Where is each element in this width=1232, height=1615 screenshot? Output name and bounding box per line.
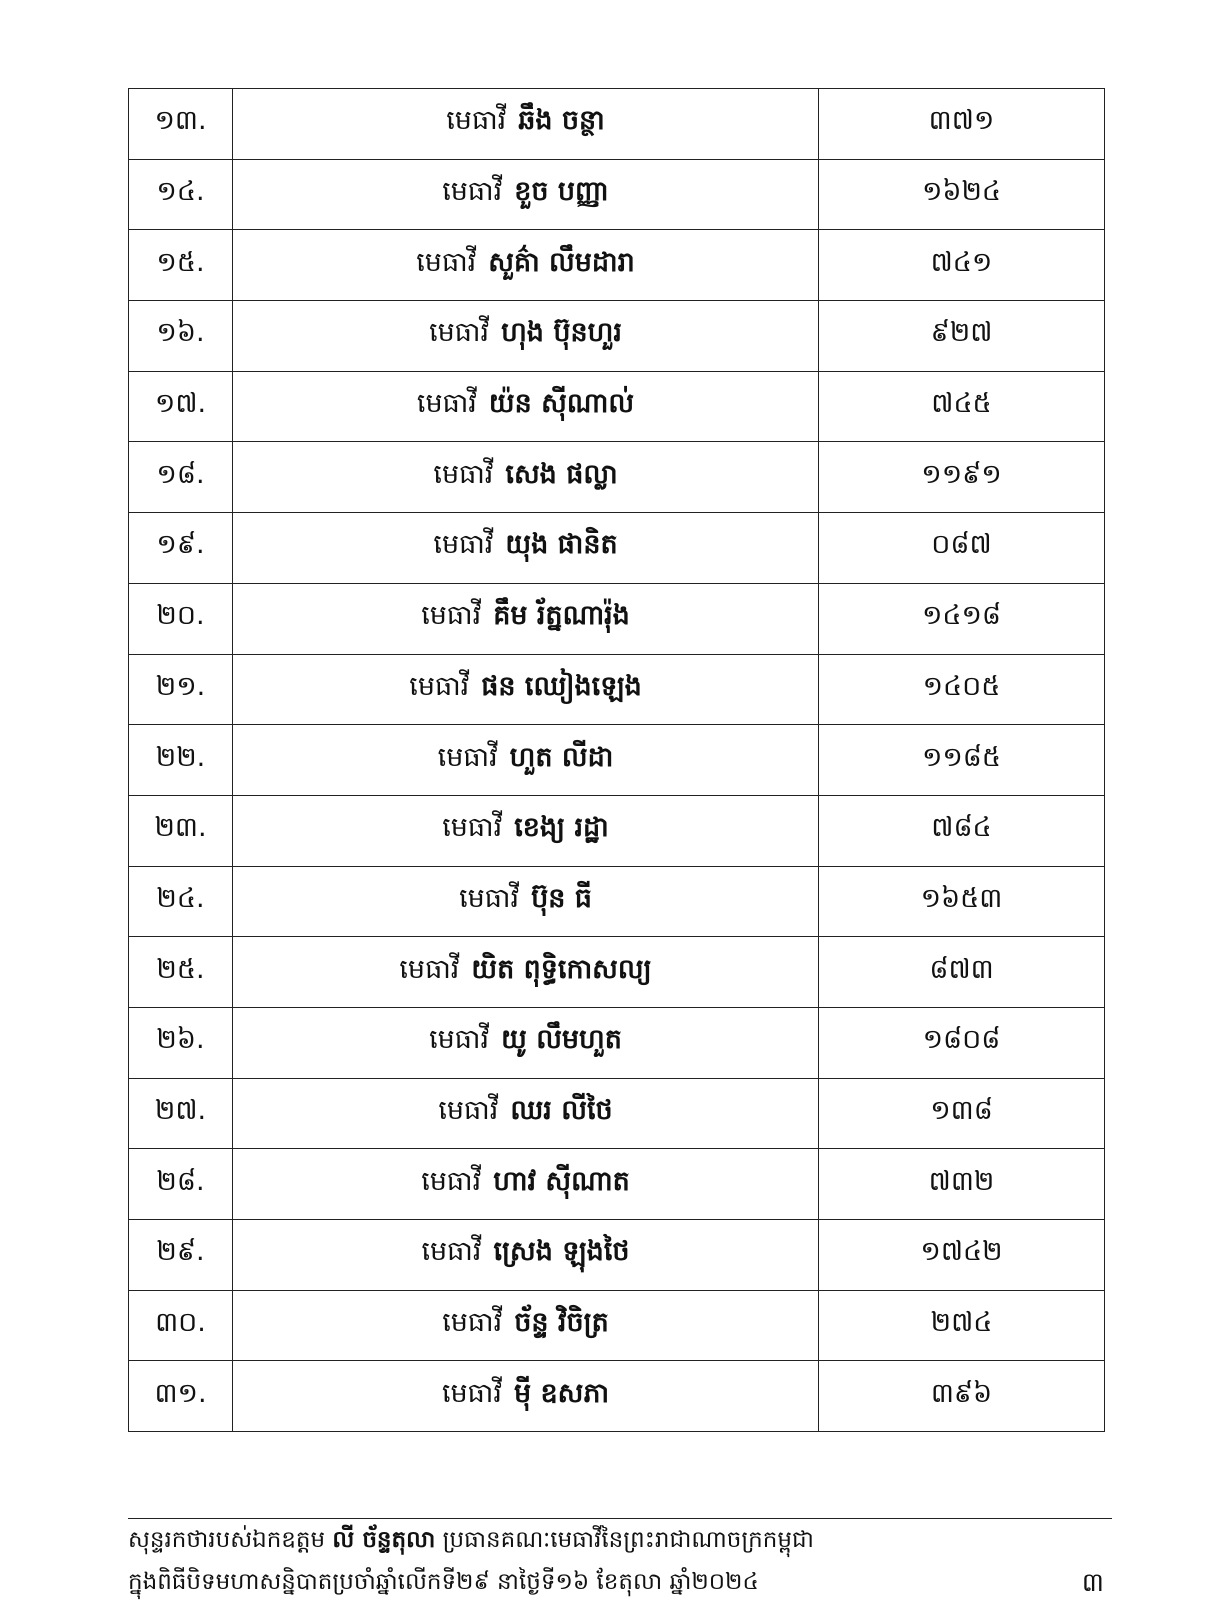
lawyer-name: យូ លឹមហួត — [501, 1024, 622, 1056]
lawyer-name: ផន ឈៀងឡេង — [481, 670, 642, 702]
registration-number: ៧៤៥ — [819, 371, 1105, 442]
lawyer-name: ម៉ី ឧសភា — [513, 1377, 610, 1409]
table-row — [129, 230, 1105, 301]
lawyer-title: មេធាវី — [433, 529, 494, 561]
lawyer-name-cell — [233, 1149, 819, 1220]
lawyer-title: មេធាវី — [446, 105, 507, 137]
lawyer-title: មេធាវី — [421, 1165, 482, 1197]
table-row — [129, 583, 1105, 654]
row-number: ១៤. — [129, 159, 233, 230]
lawyer-title: មេធាវី — [437, 741, 498, 773]
lawyer-title: មេធាវី — [429, 317, 490, 349]
lawyer-title: មេធាវី — [409, 670, 470, 702]
lawyer-name-cell — [233, 1078, 819, 1149]
registration-number: ១១៩១ — [819, 442, 1105, 513]
registration-number: ៨៧៣ — [819, 937, 1105, 1008]
row-number: ១៦. — [129, 301, 233, 372]
lawyer-title: មេធាវី — [429, 1024, 490, 1056]
registration-number: ៧៤១ — [819, 230, 1105, 301]
lawyer-name-cell — [233, 1290, 819, 1361]
lawyer-name-cell — [233, 159, 819, 230]
lawyer-name-cell — [233, 513, 819, 584]
lawyer-title: មេធាវី — [442, 1307, 503, 1339]
table-row — [129, 1078, 1105, 1149]
row-number: ២២. — [129, 725, 233, 796]
table-row — [129, 442, 1105, 513]
table-row — [129, 1149, 1105, 1220]
row-number: ២៣. — [129, 795, 233, 866]
row-number: ២៦. — [129, 1007, 233, 1078]
row-number: ៣១. — [129, 1361, 233, 1432]
table-row — [129, 301, 1105, 372]
table-row — [129, 371, 1105, 442]
lawyer-name: ហាវ ស៊ីណាត — [493, 1165, 630, 1197]
registration-number: ១៨០៨ — [819, 1007, 1105, 1078]
table-row — [129, 795, 1105, 866]
lawyer-name: សួគ៌ា លឹមដារា — [488, 246, 635, 278]
footer-divider — [128, 1518, 1112, 1519]
table-row — [129, 937, 1105, 1008]
lawyer-name: ខួច បញ្ញា — [514, 176, 609, 208]
lawyer-name-cell — [233, 583, 819, 654]
lawyer-title: មេធាវី — [421, 1236, 482, 1268]
registration-number: ៧៣២ — [819, 1149, 1105, 1220]
lawyer-name-cell — [233, 1361, 819, 1432]
lawyer-name: សេង ផល្លា — [505, 458, 618, 490]
table-row — [129, 159, 1105, 230]
row-number: ២៥. — [129, 937, 233, 1008]
row-number: ១៣. — [129, 89, 233, 160]
lawyer-name-cell — [233, 442, 819, 513]
lawyer-name-cell — [233, 654, 819, 725]
lawyer-name-cell — [233, 866, 819, 937]
lawyer-name: ហួត លីដា — [509, 741, 614, 773]
registration-number: ៧៨៤ — [819, 795, 1105, 866]
lawyer-name: យិត ពុទ្ធិកោសល្យ — [471, 953, 652, 985]
row-number: ៣០. — [129, 1290, 233, 1361]
table-row — [129, 654, 1105, 725]
lawyer-name-cell — [233, 89, 819, 160]
footer-text-before: សុន្ទរកថារបស់ឯកឧត្តម — [128, 1527, 326, 1553]
table-row — [129, 1220, 1105, 1291]
lawyer-name-cell — [233, 795, 819, 866]
registration-number: ១៧៤២ — [819, 1220, 1105, 1291]
lawyer-name: យ៉ន ស៊ីណាល់ — [488, 388, 635, 420]
page-number: ៣ — [1081, 1568, 1104, 1598]
table-row — [129, 513, 1105, 584]
table-row — [129, 725, 1105, 796]
lawyer-title: មេធាវី — [421, 600, 482, 632]
lawyer-name-cell — [233, 1007, 819, 1078]
footer-event-line: ក្នុងពិធីបិទមហាសន្និបាតប្រចាំឆ្នាំលើកទី២៩ នាថ្ងៃទី១៦ ខែតុលា ឆ្នាំ២០២៤ — [128, 1569, 759, 1595]
registration-number: ៩២៧ — [819, 301, 1105, 372]
lawyer-title: មេធាវី — [442, 176, 503, 208]
lawyer-name: គឹម រ័ត្នណារ៉ុង — [493, 600, 630, 632]
row-number: ២៨. — [129, 1149, 233, 1220]
table-row — [129, 1290, 1105, 1361]
lawyer-name: ប៊ុន ធី — [531, 882, 592, 914]
lawyer-title: មេធាវី — [399, 953, 460, 985]
registration-number: ១៤១៨ — [819, 583, 1105, 654]
registration-number: ១៦៥៣ — [819, 866, 1105, 937]
lawyer-title: មេធាវី — [459, 882, 520, 914]
lawyer-name: ឆឹង ចន្ថា — [518, 105, 605, 137]
row-number: ២១. — [129, 654, 233, 725]
lawyer-table-body — [129, 89, 1105, 1432]
footer-speech-title — [128, 1526, 814, 1559]
registration-number: ១៦២៤ — [819, 159, 1105, 230]
registration-number: ១៤០៥ — [819, 654, 1105, 725]
lawyer-name: យុង ផានិត — [505, 529, 618, 561]
row-number: ១៥. — [129, 230, 233, 301]
row-number: ២៤. — [129, 866, 233, 937]
lawyer-title: មេធាវី — [442, 812, 503, 844]
lawyer-table — [128, 88, 1105, 1432]
lawyer-name-cell — [233, 725, 819, 796]
lawyer-name: ច័ន្ទ វិចិត្រ — [514, 1307, 609, 1339]
footer-text-after: ប្រធានគណៈមេធាវីនៃព្រះរាជាណាចក្រកម្ពុជា — [442, 1527, 814, 1553]
lawyer-title: មេធាវី — [433, 458, 494, 490]
row-number: ១៨. — [129, 442, 233, 513]
row-number: ១៧. — [129, 371, 233, 442]
lawyer-name-cell — [233, 230, 819, 301]
table-row — [129, 1361, 1105, 1432]
lawyer-name: ឈរ លីថៃ — [510, 1094, 613, 1126]
lawyer-name-cell — [233, 371, 819, 442]
lawyer-title: មេធាវី — [416, 246, 477, 278]
registration-number: ៣៧១ — [819, 89, 1105, 160]
lawyer-name-cell — [233, 937, 819, 1008]
lawyer-title: មេធាវី — [441, 1377, 502, 1409]
lawyer-title: មេធាវី — [438, 1094, 499, 1126]
table-row — [129, 866, 1105, 937]
table-row — [129, 1007, 1105, 1078]
table-row — [129, 89, 1105, 160]
registration-number: ១៣៨ — [819, 1078, 1105, 1149]
row-number: ២៩. — [129, 1220, 233, 1291]
lawyer-name-cell — [233, 301, 819, 372]
lawyer-name-cell — [233, 1220, 819, 1291]
registration-number: ១១៨៥ — [819, 725, 1105, 796]
registration-number: ២៧៤ — [819, 1290, 1105, 1361]
lawyer-name: ខេង្យ រដ្ឋា — [514, 812, 609, 844]
registration-number: ៣៩៦ — [819, 1361, 1105, 1432]
footer-speaker-name: លី ច័ន្ទតុលា — [332, 1527, 436, 1553]
row-number: ២០. — [129, 583, 233, 654]
row-number: ១៩. — [129, 513, 233, 584]
registration-number: ០៨៧ — [819, 513, 1105, 584]
row-number: ២៧. — [129, 1078, 233, 1149]
lawyer-name: ហុង ប៊ុនហួរ — [501, 317, 622, 349]
lawyer-title: មេធាវី — [416, 388, 477, 420]
lawyer-name: ស្រេង ឡុងថៃ — [493, 1236, 630, 1268]
